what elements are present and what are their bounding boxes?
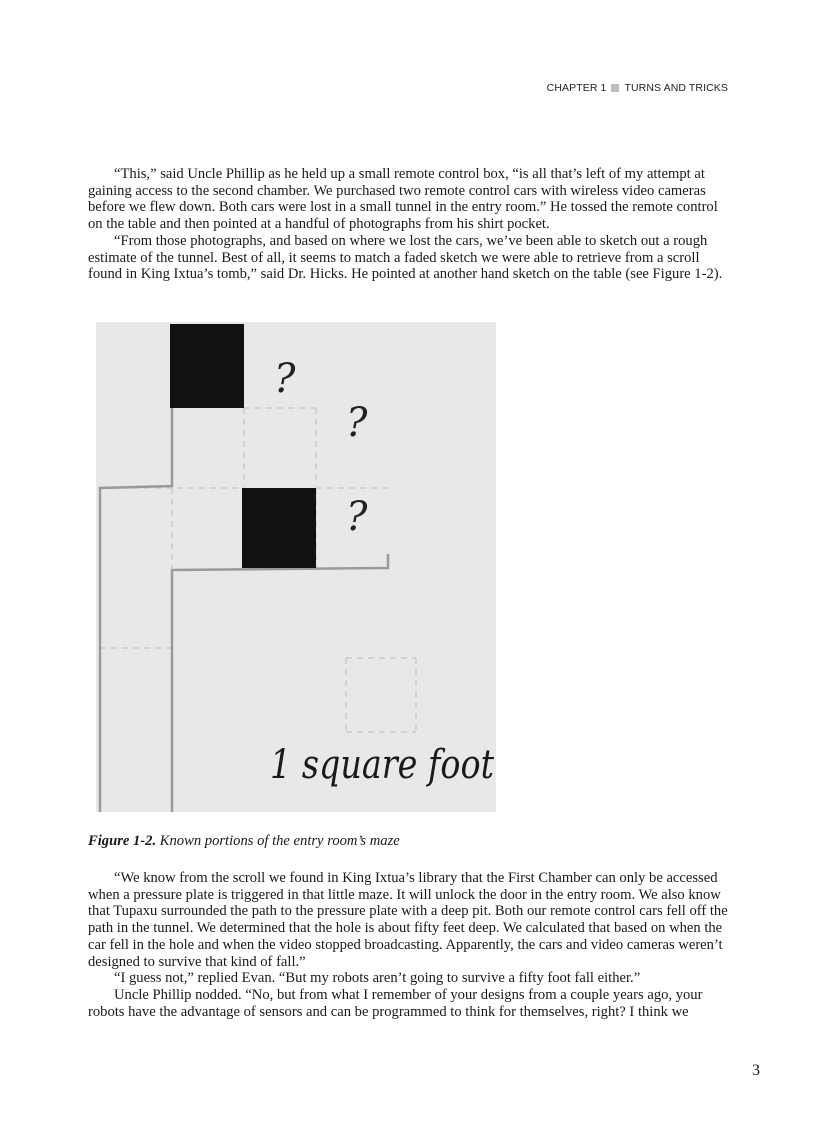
scale-label: 1 square foot — [270, 742, 495, 788]
page-number: 3 — [752, 1062, 760, 1079]
paragraph: “We know from the scroll we found in King Ixtua’s library that the First Chamber can only be accessed when a pressure plate is triggered in that little maze. It will unlock the door in the entry room. We also know that Tupaxu surrounded the path to the pressure plate with a deep pit. Both our remote control cars fell off the path in the tunnel. We determined that the hole is about fifty feet deep. We calculated that based on when the car fell in the hole and when the video stopped broadcasting. Apparently, the cars and video cameras weren’t designed to survive that kind of fall.” — [88, 870, 728, 970]
body-text-bottom — [88, 870, 730, 1020]
paragraph: Uncle Phillip nodded. “No, but from what I remember of your designs from a couple years ago, your robots have the advantage of sensors and can be programmed to think for themselves, right? I think we — [88, 986, 703, 1020]
question-mark: ? — [346, 494, 368, 540]
figure-number: Figure 1-2. — [88, 833, 157, 849]
header-separator-square — [611, 84, 619, 92]
maze-block-middle — [242, 488, 316, 568]
figure-caption-text: Known portions of the entry room’s maze — [159, 833, 400, 849]
body-text-top — [88, 166, 730, 283]
paragraph: “I guess not,” replied Evan. “But my robots aren’t going to survive a fifty foot fall either.” — [114, 970, 641, 987]
maze-block-upper — [170, 324, 244, 408]
maze-sketch-figure — [96, 322, 496, 812]
chapter-title: TURNS AND TRICKS — [624, 82, 728, 94]
question-mark: ? — [274, 356, 296, 402]
paragraph: “From those photographs, and based on where we lost the cars, we’ve been able to sketch out a rough estimate of the tunnel. Best of all, it seems to match a faded sketch we were able to retrieve from a scroll found in King Ixtua’s tomb,” said Dr. Hicks. He pointed at another hand sketch on the table (see Figure 1-2). — [88, 232, 723, 283]
figure-caption — [88, 833, 400, 850]
paragraph: “This,” said Uncle Phillip as he held up a small remote control box, “is all that’s left of my attempt at gaining access to the second chamber. We purchased two remote control cars with wireless video cameras before we flew down. Both cars were lost in a small tunnel in the entry room.” He tossed the remote control on the table and then pointed at a handful of photographs from his shirt pocket. — [88, 166, 718, 233]
question-mark: ? — [346, 400, 368, 446]
running-header — [547, 82, 728, 94]
chapter-label: CHAPTER 1 — [546, 82, 607, 94]
